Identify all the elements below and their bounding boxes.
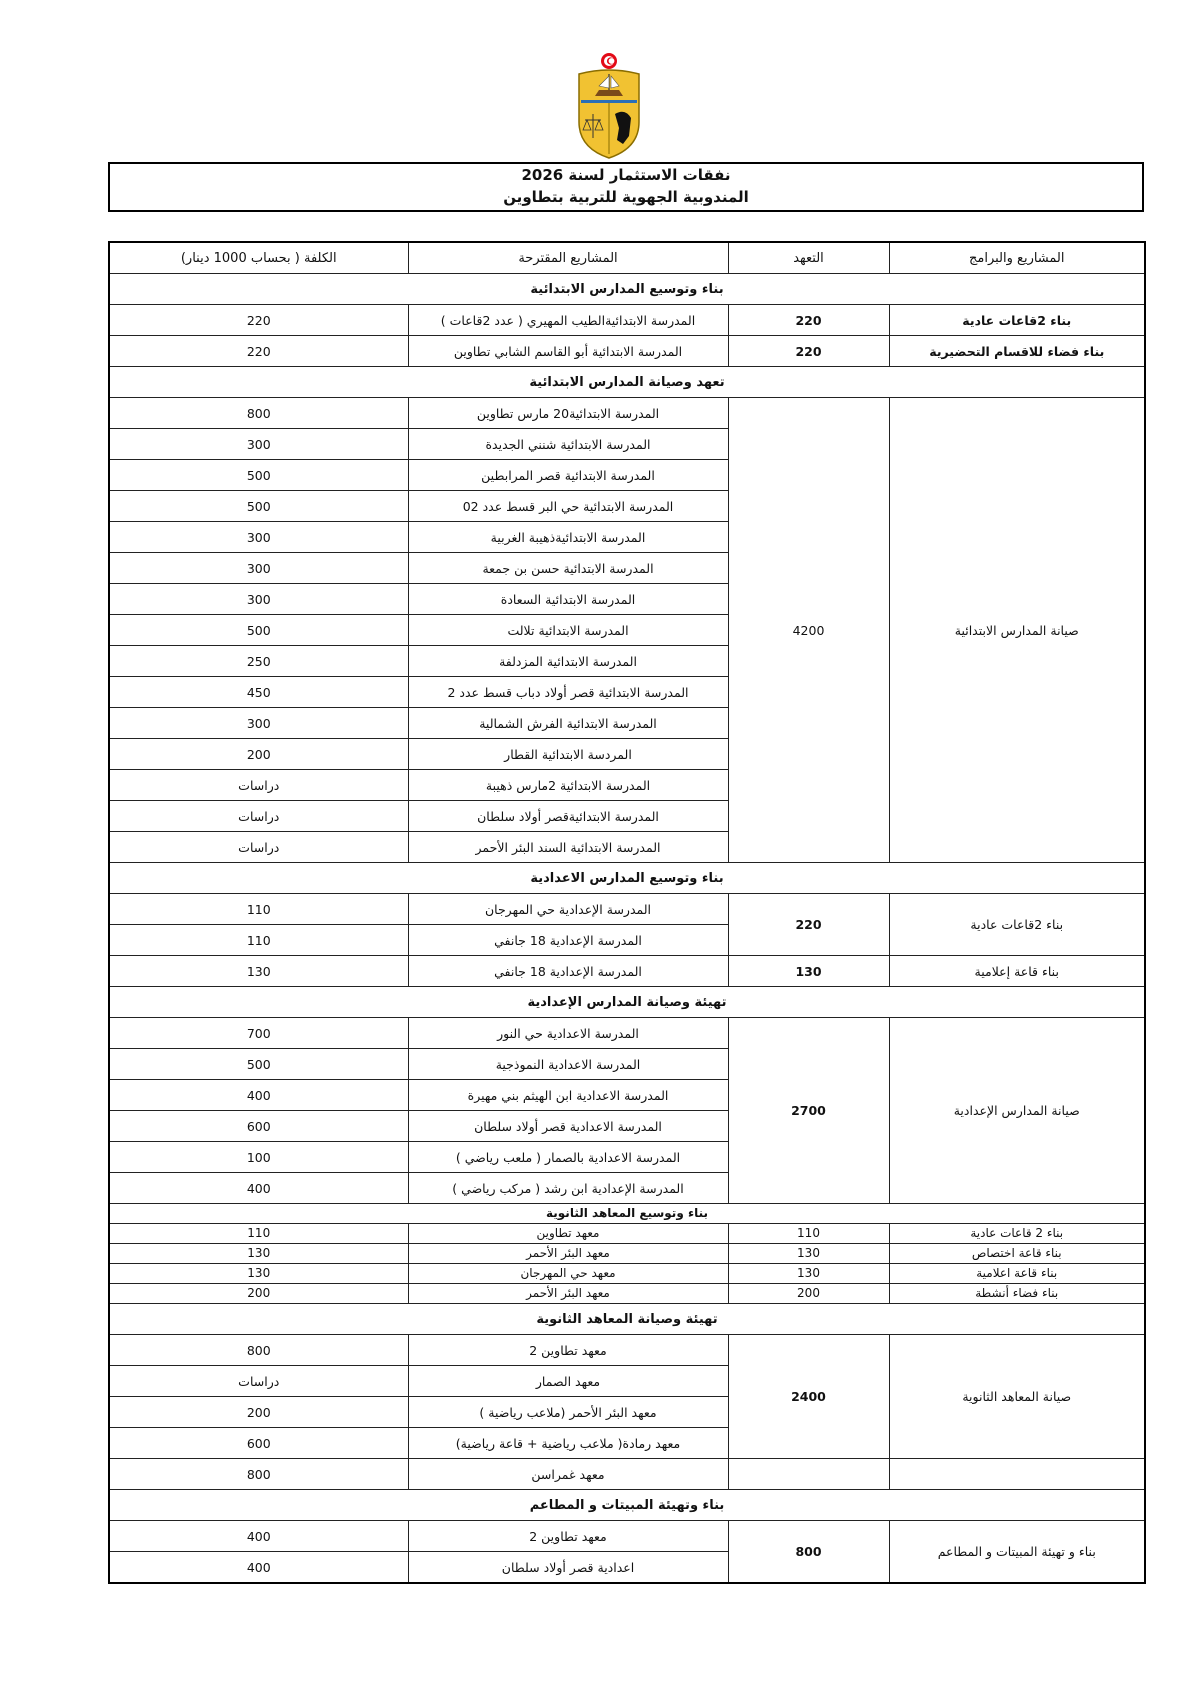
cost-cell: دراسات	[109, 801, 408, 832]
cost-cell: 300	[109, 584, 408, 615]
cost-cell: 110	[109, 894, 408, 925]
program-cell: بناء قاعة اعلامية	[889, 1264, 1145, 1284]
cost-cell: 700	[109, 1018, 408, 1049]
section-header-row	[109, 1304, 1145, 1335]
cost-cell: 450	[109, 677, 408, 708]
cost-cell: 300	[109, 708, 408, 739]
project-cell: المدرسة الابتدائية حي البر قسط عدد 02	[408, 491, 728, 522]
table-row	[109, 398, 1145, 429]
section-header-row	[109, 863, 1145, 894]
section-header-row	[109, 1490, 1145, 1521]
commitment-cell: 2700	[728, 1018, 889, 1204]
table-row	[109, 1335, 1145, 1366]
cost-cell: 200	[109, 1397, 408, 1428]
program-cell: صيانة المدارس الإعدادية	[889, 1018, 1145, 1204]
project-cell: المدرسة الاعدادية حي النور	[408, 1018, 728, 1049]
commitment-cell: 130	[728, 1244, 889, 1264]
table-row	[109, 1459, 1145, 1490]
table-row	[109, 1018, 1145, 1049]
commitment-cell: 130	[728, 1264, 889, 1284]
program-cell: بناء 2قاعات عادية	[889, 305, 1145, 336]
document-title-box	[108, 162, 1144, 212]
project-cell: المردسة الابتدائية القطار	[408, 739, 728, 770]
project-cell: المدرسة الابتدائية أبو القاسم الشابي تطاوين	[408, 336, 728, 367]
cost-cell: 300	[109, 522, 408, 553]
project-cell: معهد تطاوين 2	[408, 1335, 728, 1366]
project-cell: معهد البئر الأحمر (ملاعب رياضية )	[408, 1397, 728, 1428]
project-cell: المدرسة الابتدائية شنني الجديدة	[408, 429, 728, 460]
table-row	[109, 956, 1145, 987]
project-cell: المدرسة الإعدادية 18 جانفي	[408, 956, 728, 987]
section-header-row	[109, 274, 1145, 305]
section-title: تهيئة وصيانة المدارس الإعدادية	[109, 987, 1145, 1018]
commitment-cell: 220	[728, 336, 889, 367]
table-row	[109, 1244, 1145, 1264]
document-title: نفقات الاستثمار لسنة 2026	[521, 166, 731, 184]
section-title: تعهد وصيانة المدارس الابتدائية	[109, 367, 1145, 398]
cost-cell: 220	[109, 336, 408, 367]
commitment-cell: 4200	[728, 398, 889, 863]
cost-cell: 200	[109, 1284, 408, 1304]
project-cell: المدرسة الاعدادية بالصمار ( ملعب رياضي )	[408, 1142, 728, 1173]
project-cell: معهد رمادة( ملاعب رياضية + قاعة رياضية)	[408, 1428, 728, 1459]
column-header-cost: الكلفة ( بحساب 1000 دينار)	[109, 242, 408, 274]
section-header-row	[109, 367, 1145, 398]
section-title: بناء وتوسيع المدارس الاعدادية	[109, 863, 1145, 894]
cost-cell: 130	[109, 1264, 408, 1284]
program-cell: بناء 2قاعات عادية	[889, 894, 1145, 956]
section-title: تهيئة وصيانة المعاهد الثانوية	[109, 1304, 1145, 1335]
program-cell: بناء فضاء أنشطة	[889, 1284, 1145, 1304]
cost-cell: 800	[109, 1335, 408, 1366]
section-title: بناء وتوسيع المدارس الابتدائية	[109, 274, 1145, 305]
project-cell: المدرسة الإعدادية ابن رشد ( مركب رياضي )	[408, 1173, 728, 1204]
project-cell: اعدادية قصر أولاد سلطان	[408, 1552, 728, 1584]
cost-cell: 300	[109, 553, 408, 584]
cost-cell: 220	[109, 305, 408, 336]
table-row	[109, 894, 1145, 925]
program-cell: بناء قاعة إعلامية	[889, 956, 1145, 987]
coat-of-arms-emblem	[573, 52, 645, 160]
section-title: بناء وتوسيع المعاهد الثانوية	[109, 1204, 1145, 1224]
column-header-programs: المشاريع والبرامج	[889, 242, 1145, 274]
program-cell: بناء قاعة اختصاص	[889, 1244, 1145, 1264]
project-cell: معهد البئر الأحمر	[408, 1244, 728, 1264]
cost-cell: دراسات	[109, 832, 408, 863]
cost-cell: 800	[109, 1459, 408, 1490]
cost-cell: 110	[109, 925, 408, 956]
project-cell: المدرسة الإعدادية حي المهرجان	[408, 894, 728, 925]
column-header-projects: المشاريع المقترحة	[408, 242, 728, 274]
cost-cell: 500	[109, 615, 408, 646]
column-header-commitment: التعهد	[728, 242, 889, 274]
cost-cell: 500	[109, 1049, 408, 1080]
section-header-row	[109, 1204, 1145, 1224]
project-cell: المدرسة الاعدادية قصر أولاد سلطان	[408, 1111, 728, 1142]
project-cell: المدرسة الابتدائية الفرش الشمالية	[408, 708, 728, 739]
project-cell: المدرسة الابتدائية تلالت	[408, 615, 728, 646]
project-cell: المدرسة الابتدائية20 مارس تطاوين	[408, 398, 728, 429]
commitment-cell: 800	[728, 1521, 889, 1584]
project-cell: المدرسة الابتدائيةالطيب المهيري ( عدد 2قاعات )	[408, 305, 728, 336]
commitment-cell: 220	[728, 305, 889, 336]
table-row	[109, 305, 1145, 336]
project-cell: المدرسة الابتدائيةذهيبة الغربية	[408, 522, 728, 553]
table-row	[109, 1224, 1145, 1244]
program-cell: صيانة المدارس الابتدائية	[889, 398, 1145, 863]
project-cell: معهد تطاوين 2	[408, 1521, 728, 1552]
table-header-row	[109, 242, 1145, 274]
commitment-cell: 130	[728, 956, 889, 987]
project-cell: المدرسة الابتدائية 2مارس ذهيبة	[408, 770, 728, 801]
project-cell: معهد غمراسن	[408, 1459, 728, 1490]
commitment-cell: 110	[728, 1224, 889, 1244]
cost-cell: 400	[109, 1080, 408, 1111]
project-cell: المدرسة الاعدادية ابن الهيثم بني مهيرة	[408, 1080, 728, 1111]
investment-table	[108, 241, 1146, 1584]
project-cell: المدرسة الابتدائية قصر أولاد دباب قسط عدد 2	[408, 677, 728, 708]
project-cell: معهد تطاوين	[408, 1224, 728, 1244]
cost-cell: 130	[109, 956, 408, 987]
table-row	[109, 1264, 1145, 1284]
cost-cell: 400	[109, 1552, 408, 1584]
program-cell: بناء 2 قاعات عادية	[889, 1224, 1145, 1244]
project-cell: المدرسة الابتدائية المزدلفة	[408, 646, 728, 677]
project-cell: المدرسة الابتدائية حسن بن جمعة	[408, 553, 728, 584]
cost-cell: 600	[109, 1428, 408, 1459]
program-cell: بناء و تهيئة المبيتات و المطاعم	[889, 1521, 1145, 1584]
project-cell: المدرسة الاعدادية النموذجية	[408, 1049, 728, 1080]
commitment-cell: 2400	[728, 1335, 889, 1459]
cost-cell: 100	[109, 1142, 408, 1173]
cost-cell: 110	[109, 1224, 408, 1244]
cost-cell: 400	[109, 1173, 408, 1204]
commitment-cell: 220	[728, 894, 889, 956]
cost-cell: دراسات	[109, 1366, 408, 1397]
project-cell: معهد البئر الأحمر	[408, 1284, 728, 1304]
project-cell: المدرسة الابتدائية قصر المرابطين	[408, 460, 728, 491]
project-cell: المدرسة الابتدائيةقصر أولاد سلطان	[408, 801, 728, 832]
cost-cell: 800	[109, 398, 408, 429]
commitment-cell: 200	[728, 1284, 889, 1304]
commitment-cell-empty	[728, 1459, 889, 1490]
project-cell: المدرسة الإعدادية 18 جانفي	[408, 925, 728, 956]
project-cell: معهد حي المهرجان	[408, 1264, 728, 1284]
cost-cell: 300	[109, 429, 408, 460]
program-cell-empty	[889, 1459, 1145, 1490]
project-cell: المدرسة الابتدائية السعادة	[408, 584, 728, 615]
cost-cell: 200	[109, 739, 408, 770]
document-subtitle: المندوبية الجهوية للتربية بتطاوين	[503, 188, 749, 206]
cost-cell: دراسات	[109, 770, 408, 801]
cost-cell: 500	[109, 491, 408, 522]
section-header-row	[109, 987, 1145, 1018]
table-row	[109, 1521, 1145, 1552]
program-cell: بناء فضاء للاقسام التحضيرية	[889, 336, 1145, 367]
cost-cell: 600	[109, 1111, 408, 1142]
cost-cell: 250	[109, 646, 408, 677]
cost-cell: 130	[109, 1244, 408, 1264]
cost-cell: 500	[109, 460, 408, 491]
cost-cell: 400	[109, 1521, 408, 1552]
project-cell: المدرسة الابتدائية السند البئر الأحمر	[408, 832, 728, 863]
section-title: بناء وتهيئة المبيتات و المطاعم	[109, 1490, 1145, 1521]
project-cell: معهد الصمار	[408, 1366, 728, 1397]
table-row	[109, 1284, 1145, 1304]
program-cell: صيانة المعاهد الثانوية	[889, 1335, 1145, 1459]
table-row	[109, 336, 1145, 367]
